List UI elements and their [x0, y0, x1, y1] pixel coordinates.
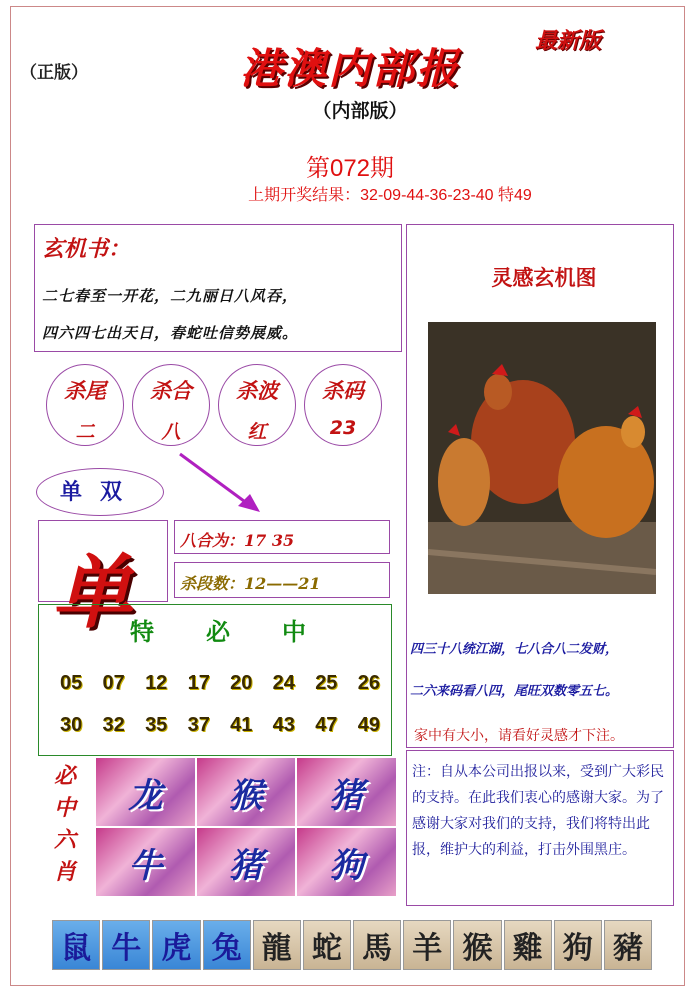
zodiac-tile: 龍: [253, 920, 301, 970]
oval-label: 杀码: [322, 378, 364, 403]
number: 49: [357, 714, 380, 736]
number: 20: [230, 672, 253, 694]
shengxiao-tile: 牛: [96, 828, 195, 896]
number: 47: [315, 714, 338, 736]
zodiac-tile: 羊: [403, 920, 451, 970]
shengxiao-tile: 猪: [297, 758, 396, 826]
rooster-image: [428, 322, 656, 594]
shengxiao-tile: 猪: [197, 828, 296, 896]
number: 41: [230, 714, 253, 736]
oval-label: 杀波: [236, 378, 278, 403]
newspaper-title: 港澳内部报: [239, 44, 460, 93]
right-verse-1: 四三十八统江湖，七八合八二发财，: [410, 642, 619, 657]
number: 12: [145, 672, 168, 694]
number: 05: [60, 672, 83, 694]
number: 30: [60, 714, 83, 736]
zodiac-tile: 鼠: [52, 920, 100, 970]
issue-number: 第072期: [305, 155, 395, 182]
oval-value: 八: [161, 421, 181, 443]
shengxiao-tile: 狗: [297, 828, 396, 896]
oval-kill-he: [132, 364, 210, 446]
number: 35: [145, 714, 168, 736]
rooster-photo: [428, 322, 656, 594]
shengxiao-tiles: [96, 758, 396, 896]
zodiac-tile: 虎: [152, 920, 200, 970]
xuanji-title: 玄机书：: [42, 236, 131, 262]
number: 24: [272, 672, 295, 694]
zhengban-label: （正版）: [20, 63, 88, 83]
oval-kill-wave: [218, 364, 296, 446]
oval-value: 二: [75, 421, 95, 443]
note-text: 注：自从本公司出报以来，受到广大彩民的支持。在此我们衷心的感谢大家。为了感谢大家对我们的支持，我们将特出此报，维护大的利益，打击外围黑庄。: [412, 763, 664, 857]
number: 26: [357, 672, 380, 694]
bizhong-vertical-label: 必 中 六 肖: [53, 763, 76, 885]
linggan-title: 灵感玄机图: [491, 265, 597, 290]
oval-label: 杀合: [150, 378, 192, 403]
last-result: 上期开奖结果：32-09-44-36-23-40 特49: [248, 187, 532, 204]
number: 25: [315, 672, 338, 694]
number: 17: [187, 672, 210, 694]
zodiac-tile: 猴: [453, 920, 501, 970]
tebizhong-title: 特必中: [130, 617, 358, 646]
oval-value: 23: [329, 417, 357, 439]
zodiac-tile: 兔: [203, 920, 251, 970]
zodiac-tile: 牛: [102, 920, 150, 970]
oval-kill-tail: [46, 364, 124, 446]
zodiac-tile: 蛇: [303, 920, 351, 970]
number: 43: [272, 714, 295, 736]
xuanji-line-2: 四六四七出天日，春蛇吐信势展威。: [42, 324, 299, 342]
number: 07: [102, 672, 125, 694]
number: 37: [187, 714, 210, 736]
number: 32: [102, 714, 125, 736]
zodiac-tile: 雞: [504, 920, 552, 970]
big-character: 单: [52, 545, 132, 639]
zodiac-tile: 豬: [604, 920, 652, 970]
zodiac-tile: 馬: [353, 920, 401, 970]
right-verse-2: 二六来码看八四，尾旺双数零五七。: [410, 684, 619, 699]
oval-value: 红: [247, 421, 267, 443]
arrow-icon: [176, 448, 266, 518]
oval-label: 杀尾: [64, 378, 106, 403]
zodiac-bar: [52, 920, 652, 970]
numbers-row-1: [60, 672, 380, 695]
shengxiao-tile: 猴: [197, 758, 296, 826]
shaduan-text: 杀段数：12——21: [180, 574, 321, 593]
internal-edition-label: （内部版）: [312, 100, 408, 122]
odd-even-oval: 单双: [36, 468, 164, 516]
numbers-row-2: [60, 714, 380, 737]
zodiac-tile: 狗: [554, 920, 602, 970]
oval-kill-code: [304, 364, 382, 446]
right-tip: 家中有大小，请看好灵感才下注。: [414, 727, 624, 743]
latest-edition-label: 最新版: [535, 28, 602, 54]
shengxiao-tile: 龙: [96, 758, 195, 826]
xuanji-line-1: 二七春至一开花，二九丽日八风吞，: [42, 287, 299, 305]
liuhe-text: 八合为：17 35: [180, 531, 295, 550]
